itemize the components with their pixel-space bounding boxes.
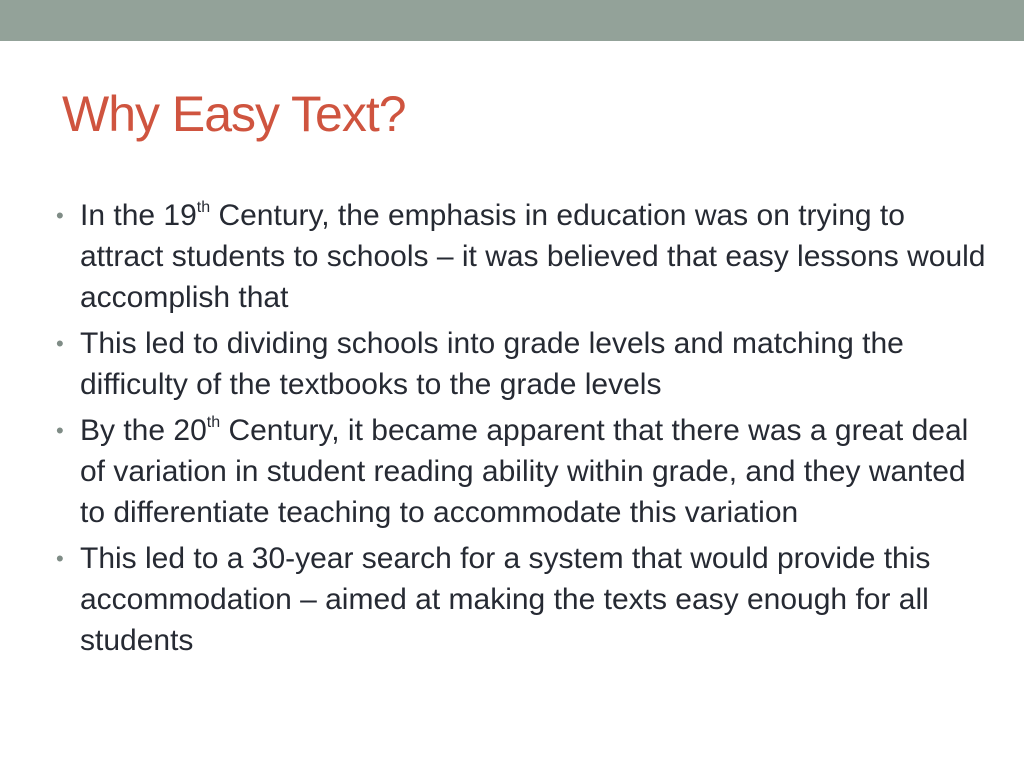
bullet-dot: •: [56, 331, 64, 356]
bullet-text-start: This led to a 30-year search for a system that would provide this accommodation – aimed at making the texts easy enough for all students: [80, 542, 931, 657]
bullet-text-start: In the 19: [80, 199, 197, 232]
bullet-text-start: By the 20: [80, 414, 207, 447]
bullet-item: [56, 410, 986, 533]
bullet-text-start: This led to dividing schools into grade levels and matching the difficulty of the textbooks to the grade levels: [80, 327, 904, 401]
ordinal-suffix: th: [196, 199, 211, 216]
bullet-dot: •: [56, 546, 64, 571]
bullet-text: [80, 542, 930, 657]
slide-title: Why Easy Text?: [62, 86, 406, 142]
bullet-item: [56, 195, 986, 318]
bullet-item: [56, 323, 986, 405]
bullet-text-rest: Century, the emphasis in education was on trying to attract students to schools – it was believed that easy lessons would accomplish that: [80, 199, 986, 314]
bullet-item: [56, 538, 986, 661]
bullet-text-rest: Century, it became apparent that there was a great deal of variation in student reading ability within grade, and they wanted to differentiate teaching to accommodate this variation: [80, 414, 969, 529]
bullet-dot: •: [56, 418, 64, 443]
bullet-text: [80, 199, 986, 314]
ordinal-suffix: th: [206, 414, 221, 431]
bullet-text: [80, 327, 904, 401]
bullet-dot: •: [56, 203, 64, 228]
bullet-list: [56, 195, 986, 666]
bullet-text: [80, 414, 968, 529]
top-color-band: [0, 0, 1024, 41]
